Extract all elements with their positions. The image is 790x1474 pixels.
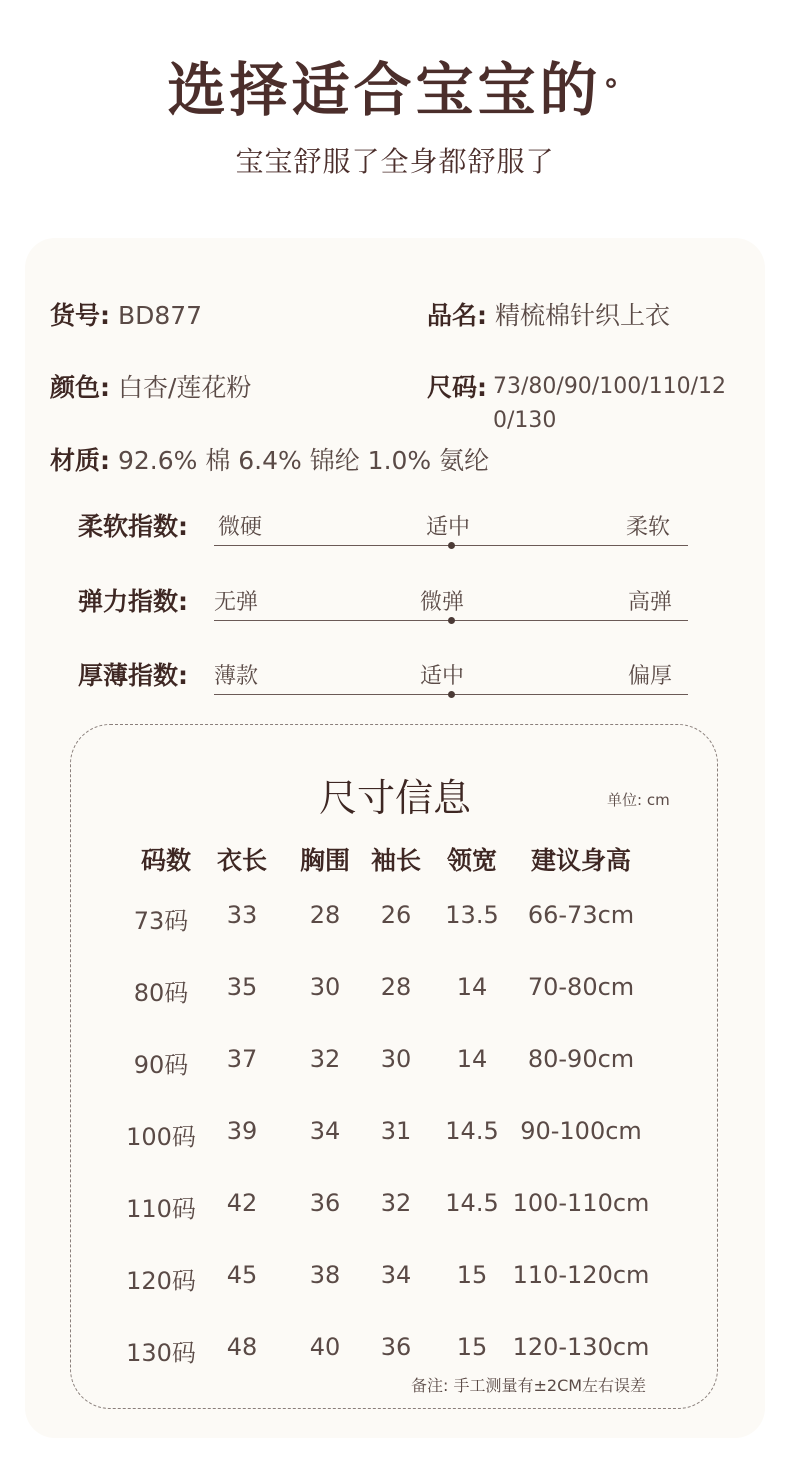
header-neck: 领宽: [446, 846, 497, 875]
cell-neck: 14: [456, 1045, 488, 1073]
cell-sleeve: 26: [380, 901, 412, 929]
product-name-value: 精梳棉针织上衣: [494, 301, 670, 330]
color-row: [50, 368, 251, 404]
cell-size: 130码: [126, 1339, 196, 1367]
size-label: 尺码:: [427, 373, 487, 402]
material-label: 材质:: [50, 446, 110, 475]
cell-height: 70-80cm: [527, 973, 635, 1001]
header-size: 码数: [140, 846, 191, 875]
cell-size: 90码: [133, 1051, 189, 1079]
header: [0, 0, 790, 220]
cell-chest: 36: [309, 1189, 341, 1217]
page-title-text: 选择适合宝宝的: [167, 56, 602, 124]
cell-length: 33: [226, 901, 258, 929]
cell-size: 80码: [133, 979, 189, 1007]
cell-neck: 14.5: [445, 1117, 499, 1145]
softness-option-mid: 适中: [426, 515, 471, 540]
item-no-label: 货号:: [50, 301, 110, 330]
cell-sleeve: 34: [380, 1261, 412, 1289]
cell-chest: 28: [309, 901, 341, 929]
size-unit: 单位: cm: [607, 791, 670, 809]
cell-length: 37: [226, 1045, 258, 1073]
cell-neck: 14: [456, 973, 488, 1001]
cell-chest: 34: [309, 1117, 341, 1145]
softness-marker: [448, 542, 455, 549]
elasticity-marker: [448, 617, 455, 624]
thickness-scale: [78, 656, 688, 696]
header-height: 建议身高: [530, 846, 631, 875]
size-row: [427, 368, 733, 438]
size-value: 73/80/90/100/110/120/130: [493, 374, 727, 433]
elasticity-scale: [78, 582, 688, 622]
item-no-row: [50, 296, 202, 332]
cell-length: 35: [226, 973, 258, 1001]
cell-length: 48: [226, 1333, 258, 1361]
cell-length: 42: [226, 1189, 258, 1217]
elasticity-option-low: 无弹: [214, 590, 259, 615]
product-name-row: [427, 296, 670, 332]
cell-height: 110-120cm: [512, 1261, 650, 1289]
cell-chest: 30: [309, 973, 341, 1001]
cell-length: 39: [226, 1117, 258, 1145]
cell-height: 100-110cm: [512, 1189, 650, 1217]
cell-sleeve: 31: [380, 1117, 412, 1145]
softness-scale: [78, 507, 688, 547]
cell-neck: 13.5: [445, 901, 499, 929]
cell-sleeve: 28: [380, 973, 412, 1001]
cell-neck: 15: [456, 1261, 488, 1289]
elasticity-option-mid: 微弹: [420, 590, 465, 615]
thickness-option-low: 薄款: [214, 664, 259, 689]
cell-height: 90-100cm: [520, 1117, 642, 1145]
cell-chest: 32: [309, 1045, 341, 1073]
color-value: 白杏/莲花粉: [117, 373, 252, 402]
elasticity-label: 弹力指数:: [78, 587, 188, 616]
thickness-marker: [448, 691, 455, 698]
cell-height: 120-130cm: [512, 1333, 650, 1361]
cell-height: 80-90cm: [527, 1045, 635, 1073]
product-name-label: 品名:: [427, 301, 487, 330]
softness-option-high: 柔软: [626, 515, 671, 540]
softness-option-low: 微硬: [218, 515, 263, 540]
cell-length: 45: [226, 1261, 258, 1289]
size-info-box: [70, 724, 718, 1409]
softness-label: 柔软指数:: [78, 512, 188, 541]
material-value: 92.6% 棉 6.4% 锦纶 1.0% 氨纶: [117, 446, 490, 475]
thickness-label: 厚薄指数:: [78, 661, 188, 690]
thickness-option-high: 偏厚: [628, 664, 673, 689]
cell-neck: 15: [456, 1333, 488, 1361]
thickness-option-mid: 适中: [420, 664, 465, 689]
cell-sleeve: 36: [380, 1333, 412, 1361]
size-info-title: 尺寸信息: [318, 776, 471, 820]
page-subtitle: 宝宝舒服了全身都舒服了: [235, 145, 555, 178]
cell-chest: 38: [309, 1261, 341, 1289]
page-title: [0, 55, 790, 125]
title-mark: °: [603, 74, 623, 109]
cell-size: 100码: [126, 1123, 196, 1151]
elasticity-option-high: 高弹: [628, 590, 673, 615]
header-chest: 胸围: [299, 846, 350, 875]
cell-sleeve: 30: [380, 1045, 412, 1073]
measurement-note: 备注: 手工测量有±2CM左右误差: [411, 1376, 647, 1395]
cell-sleeve: 32: [380, 1189, 412, 1217]
cell-height: 66-73cm: [527, 901, 635, 929]
cell-neck: 14.5: [445, 1189, 499, 1217]
cell-size: 110码: [126, 1195, 196, 1223]
material-row: [50, 441, 489, 477]
color-label: 颜色:: [50, 373, 110, 402]
cell-size: 120码: [126, 1267, 196, 1295]
header-length: 衣长: [216, 846, 267, 875]
header-sleeve: 袖长: [370, 846, 421, 875]
cell-chest: 40: [309, 1333, 341, 1361]
item-no-value: BD877: [117, 301, 203, 330]
cell-size: 73码: [133, 907, 189, 935]
